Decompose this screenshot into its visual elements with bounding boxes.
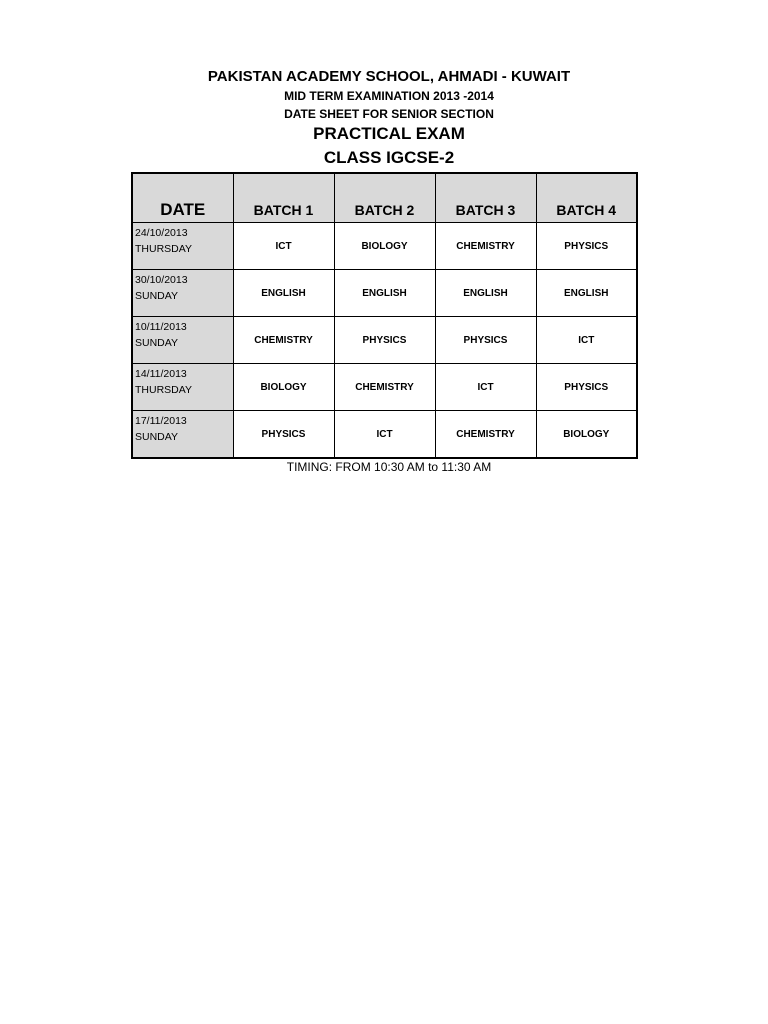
exam-day: THURSDAY	[135, 384, 192, 396]
exam-day: SUNDAY	[135, 337, 178, 349]
exam-day: SUNDAY	[135, 431, 178, 443]
school-name: PAKISTAN ACADEMY SCHOOL, AHMADI - KUWAIT	[207, 68, 571, 85]
batch-3-subject: ENGLISH	[435, 270, 536, 317]
exam-date: 17/11/2013	[135, 415, 187, 427]
exam-type: PRACTICAL EXAM	[313, 124, 465, 143]
exam-term: MID TERM EXAMINATION 2013 -2014	[284, 89, 494, 103]
batch-1-subject: ICT	[233, 223, 334, 270]
date-cell	[132, 223, 233, 270]
batch-2-subject: PHYSICS	[334, 317, 435, 364]
exam-date: 14/11/2013	[135, 368, 187, 380]
table-header-row	[132, 173, 637, 223]
date-cell	[132, 270, 233, 317]
batch-4-subject: PHYSICS	[536, 364, 637, 411]
batch-4-subject: PHYSICS	[536, 223, 637, 270]
table-row	[132, 270, 637, 317]
batch-1-subject: BIOLOGY	[233, 364, 334, 411]
date-cell	[132, 317, 233, 364]
column-header-batch-2: BATCH 2	[334, 173, 435, 223]
date-sheet-title: DATE SHEET FOR SENIOR SECTION	[284, 107, 494, 121]
batch-1-subject: PHYSICS	[233, 411, 334, 459]
batch-1-subject: ENGLISH	[233, 270, 334, 317]
exam-timing: TIMING: FROM 10:30 AM to 11:30 AM	[286, 460, 492, 474]
table-row	[132, 364, 637, 411]
table-row	[132, 411, 637, 459]
exam-day: SUNDAY	[135, 290, 178, 302]
batch-3-subject: PHYSICS	[435, 317, 536, 364]
exam-date: 10/11/2013	[135, 321, 187, 333]
batch-3-subject: CHEMISTRY	[435, 411, 536, 459]
batch-4-subject: ICT	[536, 317, 637, 364]
batch-2-subject: ENGLISH	[334, 270, 435, 317]
batch-2-subject: ICT	[334, 411, 435, 459]
class-name: CLASS IGCSE-2	[323, 148, 455, 167]
column-header-batch-3: BATCH 3	[435, 173, 536, 223]
column-header-batch-1: BATCH 1	[233, 173, 334, 223]
batch-4-subject: BIOLOGY	[536, 411, 637, 459]
date-cell	[132, 364, 233, 411]
table-row	[132, 317, 637, 364]
column-header-batch-4: BATCH 4	[536, 173, 637, 223]
exam-day: THURSDAY	[135, 243, 192, 255]
exam-date: 24/10/2013	[135, 227, 188, 239]
date-sheet-table	[131, 172, 638, 459]
batch-4-subject: ENGLISH	[536, 270, 637, 317]
batch-3-subject: ICT	[435, 364, 536, 411]
date-cell	[132, 411, 233, 459]
table-row	[132, 223, 637, 270]
batch-3-subject: CHEMISTRY	[435, 223, 536, 270]
column-header-date: DATE	[132, 173, 233, 223]
exam-date: 30/10/2013	[135, 274, 188, 286]
batch-2-subject: CHEMISTRY	[334, 364, 435, 411]
batch-1-subject: CHEMISTRY	[233, 317, 334, 364]
batch-2-subject: BIOLOGY	[334, 223, 435, 270]
